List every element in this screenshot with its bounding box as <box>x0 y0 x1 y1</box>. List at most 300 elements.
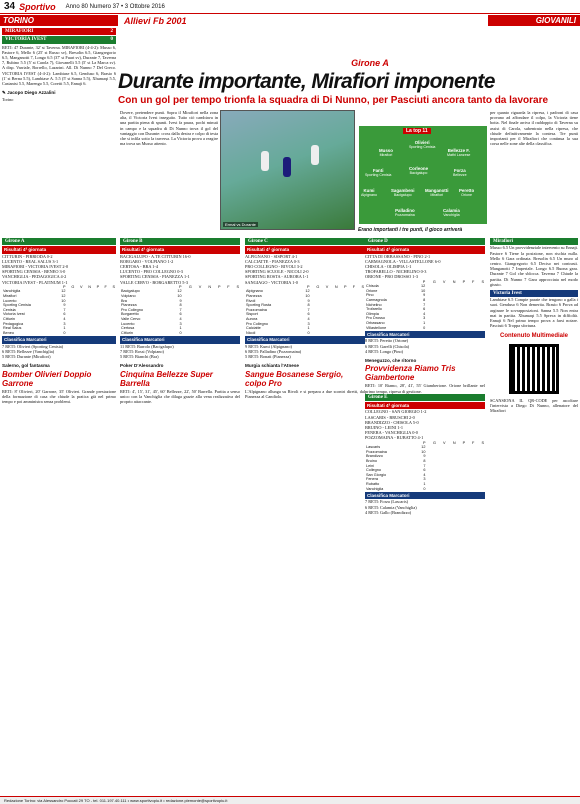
story-kicker: Meneguzzo, che ritorno <box>365 358 417 364</box>
round-header: Risultati 4ª giornata <box>365 246 485 253</box>
standings-col-head: P <box>343 284 347 289</box>
team-points: 3 <box>63 321 66 326</box>
ratings-text-home: Musso 6.5 Un provvidenziale intervento su Ennaji. Pastore 6 Tiene la posizione, non rischia nulla. Mello 6 Gara ordinata. Bresolin 6.5 Un muro al centro. Giangregorio 6.5 Deciso nei contrasti. Manganotti 7 Imperiale. Longo 6.5 Buona gara. Durante 7 Gol che sblocca. Taverna 7 Chiude la partita. Di Nunno 7 Gara approcciata nel modo giusto. <box>490 245 578 287</box>
scorer-row: 11 RETI: Barrolo (Bacigalupo) <box>120 343 174 349</box>
team-name: Aurora <box>246 316 258 321</box>
team-points: 7 <box>423 463 426 468</box>
result-row: VALLE CERVO - BORGARETTO 5-3 <box>120 279 189 285</box>
team-name: Bra <box>121 298 127 303</box>
standings-row <box>245 331 365 336</box>
result-row: COLLEGNO - SAN GIORGIO 1-2 <box>365 409 427 415</box>
result-row: SPORTING ROSTA - AURORA 1-1 <box>245 274 309 280</box>
team-points: 1 <box>423 481 426 486</box>
standings-table <box>365 441 485 492</box>
story-text: L'Alpignano allunga su Rivoli e si prepara a due scontri diretti, dal Pianezza al Candiolo. <box>245 388 365 399</box>
lineup-player <box>443 208 460 217</box>
team-name: Pro Collegno <box>121 307 143 312</box>
multimedia-text: SCANSIONA IL QR-CODE per ascoltare l'intervista a Diego Di Nunno, allenatore del Mirafiori <box>490 397 578 414</box>
scorer-row: 7 RETI: Rossi (Volpiano) <box>120 348 164 354</box>
scorer-row: 4 RETI: Gallo (Brandizzo) <box>365 509 412 515</box>
team-points: 12 <box>177 289 182 294</box>
player-club: Bacigalupo <box>409 171 428 175</box>
round-header: Risultati 4ª giornata <box>120 246 240 253</box>
scorers-header: Classifica Marcatori <box>2 336 116 343</box>
author-label: Jacopo Diego Azzalini <box>7 90 56 96</box>
player-club: Alpignano <box>361 193 377 197</box>
standings-col-head: P <box>218 284 221 289</box>
girone-title: Girone E <box>365 394 485 401</box>
team-name: Pino <box>366 293 374 298</box>
team-points: 8 <box>423 297 426 302</box>
team-name: Nicoli <box>246 330 256 335</box>
lineup-player <box>361 188 377 197</box>
player-figure <box>283 157 291 177</box>
page-footer: Redazione Torino: via Alessandro Poccati 29 TO - tel. 011.197.40.111 • www.sportivopiu.it • redazione.piemonte@sportivopiu.it <box>0 796 580 804</box>
standings-row <box>2 331 116 336</box>
team-points: 1 <box>63 326 66 331</box>
scorer-row: 4 RETI: Longo (Pino) <box>365 348 404 354</box>
result-row: CITTA DI ORBASSANO - PINO 2-1 <box>365 253 431 259</box>
result-row: SPORTING CENISIA - BENEO 3-0 <box>2 269 66 275</box>
team-points: 6 <box>423 307 426 312</box>
team-name: Bacigalupo <box>121 289 140 294</box>
team-name: Real Salus <box>3 326 22 331</box>
team-name: Collegno <box>366 468 381 473</box>
standings-col-head: V <box>325 284 329 289</box>
team-points: 12 <box>421 284 426 289</box>
team-name: Vanchiglia <box>3 289 21 294</box>
player-name: Corleone <box>409 166 429 171</box>
team-name: Rivoli <box>246 298 256 303</box>
standings-table <box>2 285 116 336</box>
player-club: Mirafiori <box>379 153 393 157</box>
ratings-head-home: Mirafiori <box>490 238 578 245</box>
player-club: Bellezze <box>453 173 467 177</box>
player-club: Sporting Cenisia <box>365 173 392 177</box>
scorer-row: 8 RETI: Peretto (Orione) <box>365 338 409 344</box>
team-points: 12 <box>61 289 66 294</box>
team-points: 3 <box>423 477 426 482</box>
team-points: 0 <box>179 330 182 335</box>
section-band-mid: Allievi Fb 2001 <box>118 15 358 26</box>
scorer-row: 6 RETI: Garelli (Chisola) <box>365 343 410 349</box>
team-points: 3 <box>307 321 310 326</box>
team-name: Lascaris <box>366 445 381 450</box>
team-points: 0 <box>423 325 426 330</box>
scorers-header: Classifica Marcatori <box>365 331 485 338</box>
article-title: Durante importante, Mirafiori imponente <box>118 70 495 93</box>
player-name: Palladino <box>395 208 415 213</box>
standings-col-head: N <box>452 279 456 284</box>
story-kicker: Salerno, gol fantasma <box>2 363 50 369</box>
team-points: 10 <box>305 294 310 298</box>
team-name: Pozzomaina <box>246 307 267 312</box>
team-points: 10 <box>61 298 66 303</box>
story-title: Provvidenza Riamo Tris Giambertone <box>365 364 456 383</box>
scorer-row: 6 RETI: Bellezze (Vanchiglia) <box>2 348 55 354</box>
lineup-player <box>379 148 393 157</box>
standings-col-head: S <box>112 284 115 289</box>
standings-col-head: S <box>236 284 239 289</box>
standings-col-head: P <box>62 284 66 289</box>
lineup-player <box>425 188 448 197</box>
photo-caption: Ermal vs Durante <box>225 222 256 227</box>
team-points: 12 <box>61 294 66 298</box>
player-club: Bacigalupo <box>393 193 412 197</box>
article-kicker: Girone A <box>351 58 389 68</box>
team-name: Citturin <box>3 316 16 321</box>
player-name: Sagambeni <box>391 188 415 193</box>
scorers-header: Classifica Marcatori <box>245 336 365 343</box>
away-goals: 0 <box>110 37 113 43</box>
standings-table <box>120 285 240 336</box>
player-club: Pozzomaina <box>395 213 415 217</box>
team-points: 7 <box>179 307 182 312</box>
result-row: LUCENTO - REAL SALUS 3-1 <box>2 258 59 264</box>
girone-column <box>2 238 116 794</box>
scorers-header: Classifica Marcatori <box>365 492 485 499</box>
player-name: Manganotti <box>425 188 449 193</box>
result-row: LASCARIS - BRUSCHI 2-0 <box>365 414 415 420</box>
team-name: Calciatte <box>246 326 261 331</box>
standings-col-head: G <box>432 279 436 284</box>
scorer-row: 7 RETI: Forza (Lascaris) <box>365 499 409 505</box>
team-name: Fenera <box>366 477 379 482</box>
result-row: TROFARELLO - NICHELINO 0-3 <box>365 269 427 275</box>
team-name: Chisola <box>366 284 379 289</box>
standings-col-head: P <box>462 440 466 445</box>
standings-table <box>365 280 485 331</box>
article-body-mid-text: Dovere, pretendere punti. Sopra il Mirafiori nella zona alta, il Victoria Ivest inseguito. Tutto ciò cambiava in una partita piena di spunti. Ivest fa paura, pochi minuti in campo e la squadra di Di Nunno trova il gol del vantaggio con Durante: cross dalla destra e colpo di testa che si infila sotto la traversa. La Victoria prova a reagire ma trova un Musso attento. <box>120 110 218 147</box>
girone-title: Girone B <box>120 238 240 245</box>
standings-col-head: V <box>198 284 202 289</box>
team-name: Nichelino <box>366 302 382 307</box>
team-points: 8 <box>179 303 182 308</box>
team-name: Villastellone <box>366 325 387 330</box>
player-ratings-panel <box>490 238 578 794</box>
lineup-player <box>447 148 470 157</box>
team-points: 4 <box>307 316 310 321</box>
result-row: BACIGALUPO - A.TE CITTURIN 16-0 <box>120 253 191 259</box>
team-points: 4 <box>423 472 426 477</box>
team-name: Cenisia <box>3 307 16 312</box>
scorer-row: 5 RETI: Bianchi (Bra) <box>120 354 159 360</box>
scorer-row: 6 RETI: Palladino (Pozzomaina) <box>245 348 302 354</box>
team-name: Orione <box>366 288 378 293</box>
standings-col-head: F <box>472 440 475 445</box>
team-name: Mirafiori <box>3 294 17 298</box>
standings-col-head: N <box>452 440 456 445</box>
team-name: Pro Collegno <box>246 321 268 326</box>
author-city: Torino <box>2 96 14 102</box>
result-row: BRANDIZZO - CHISOLA 5-0 <box>365 419 419 425</box>
standings-col-head: P <box>422 279 426 284</box>
team-points: 8 <box>307 303 310 308</box>
team-points: 4 <box>63 316 66 321</box>
team-name: Trofarello <box>366 307 382 312</box>
team-name: Beneo <box>3 330 14 335</box>
section-band-right: GIOVANILI <box>488 15 580 26</box>
standings-col-head: F <box>471 279 475 284</box>
team-name: Alpignano <box>246 289 263 294</box>
team-name: Pedagogica <box>3 321 24 326</box>
team-name: Sisport <box>246 312 258 317</box>
scorers-header: Classifica Marcatori <box>120 336 240 343</box>
scorer-row: 6 RETI: Calamia (Vanchiglia) <box>365 504 417 510</box>
team-name: Lucento <box>121 321 135 326</box>
team-name: Citturin <box>121 330 134 335</box>
standings-row <box>365 326 485 331</box>
scorer-row: 7 RETI: Olivieri (Sporting Cenisia) <box>2 343 64 349</box>
team-points: 1 <box>307 326 310 331</box>
standings-col-head: P <box>307 284 310 289</box>
lineup-player <box>409 140 435 149</box>
result-row: BORGARO - VOLPIANO 1-2 <box>120 258 174 264</box>
team-name: Sporting Rosta <box>246 303 272 308</box>
team-points: 10 <box>421 449 426 454</box>
standings-col-head: P <box>179 284 182 289</box>
result-row: CERTOSA - BRA 1-4 <box>120 264 158 269</box>
scorer-row: 9 RETI: Kumi (Alpignano) <box>245 343 292 349</box>
standings-col-head: N <box>88 284 91 289</box>
team-name: Olimpia <box>366 311 379 316</box>
result-row: LUCENTO - PRO COLLEGNO 0-3 <box>120 269 183 275</box>
team-name: Pro Drosso <box>366 316 385 321</box>
home-team: MIRAFIORI <box>5 29 34 34</box>
team-points: 7 <box>423 302 426 307</box>
lineup-title: La top 11 <box>403 128 431 134</box>
lineup-player <box>395 208 415 217</box>
story-text: RETI: 10' Riamo, 28', 41', 55' Giambertone. Orione brillante nel primo tempo, ripresa di gestione. <box>365 383 485 394</box>
player-name: Peretto <box>459 188 475 193</box>
team-name: Lucento <box>3 298 17 303</box>
result-row: FENERA - VANCHIGLIA 0-0 <box>365 430 418 436</box>
result-row: SANGIAGO - VICTORIA 1-0 <box>245 279 298 285</box>
team-points: 4 <box>423 311 426 316</box>
result-row: ORIONE - PRO DROSSO 1-3 <box>365 274 418 280</box>
match-photo <box>220 110 355 230</box>
standings-col-head: S <box>361 284 364 289</box>
standings-col-head: S <box>481 440 484 445</box>
result-row: PRO COLLEGNO - RIVOLI 3-2 <box>245 264 303 269</box>
player-club: Mirafiori <box>430 193 444 197</box>
story-text: RETI: 4', 15', 31', 45', 60' Bellezze, 22', 50' Barrella. Partita a senso unico con la Vanchiglia che dilaga grazie alla vena realizzativa del proprio attaccante. <box>120 388 240 404</box>
result-row: POZZOMAINA - RUBATTO 4-1 <box>365 435 424 441</box>
standings-col-head: F <box>104 284 107 289</box>
author-name: ✎ Jacopo Diego Azzalini <box>2 90 56 96</box>
girone-title: Girone C <box>245 238 365 245</box>
team-points: 8 <box>423 458 426 463</box>
team-points: 7 <box>307 307 310 312</box>
team-name: Pianezza <box>246 294 262 298</box>
team-points: 10 <box>177 294 182 298</box>
standings-col-head: F <box>227 284 230 289</box>
player-figure <box>311 145 319 165</box>
player-figure <box>261 151 269 171</box>
story-text: RETI: 8' Olivieri, 20' Garrone, 35' Olivieri. Grande prestazione della formazione di casa che chiude la pratica già nel primo tempo e poi amministra senza problemi. <box>2 388 116 404</box>
issue-info: Anno 80 Numero 37 • 3 Ottobre 2016 <box>65 3 165 10</box>
page-number: 34 <box>4 1 16 12</box>
standings-col-head: V <box>79 284 83 289</box>
result-row: SPORTING CENISIA - PIANEZZA 1-1 <box>120 274 190 280</box>
team-points: 0 <box>423 486 426 491</box>
standings-row <box>365 487 485 492</box>
team-points: 6 <box>307 312 310 317</box>
team-name: Certosa <box>121 326 135 331</box>
match-report-column <box>2 28 116 236</box>
round-header: Risultati 4ª giornata <box>245 246 365 253</box>
lineup-player <box>409 166 428 175</box>
result-row: CARMAGNOLA - VILLASTELLONE 6-0 <box>365 258 441 264</box>
girone-title: Girone D <box>365 238 485 245</box>
team-points: 10 <box>421 288 426 293</box>
result-row: SPORTING SCUOLE - NICOLI 2-0 <box>245 269 309 275</box>
player-club: Mathi Lanzese <box>447 153 471 157</box>
standings-col-head: G <box>71 284 75 289</box>
player-name: Calamia <box>443 208 460 213</box>
home-goals: 2 <box>110 29 113 34</box>
team-name: Victoria Ivest <box>3 312 25 317</box>
player-name: Olivieri <box>414 140 430 145</box>
standings-col-head: G <box>433 440 436 445</box>
newspaper-logo: Sportivo <box>19 1 56 12</box>
round-header: Risultati 4ª giornata <box>365 402 485 409</box>
article-body-right-text: per quanto riguarda la ripresa, i padroni di casa provano ad affondare il colpo, la Victoria tiene botta. Nel finale arriva il raddoppio di Taverna su assist di Carola, subentrato nella ripresa, che chiude definitivamente la contesa. Tre punti importanti per il Mirafiori che continua la sua corsa nelle zone alte della classifica. <box>490 110 578 147</box>
article-body-mid <box>120 110 218 235</box>
story-kicker: Poker D'Alessandro <box>120 363 164 369</box>
team-points: 3 <box>179 321 182 326</box>
standings-row <box>120 331 240 336</box>
result-row: CHISOLA - OLIMPIA 1-1 <box>365 264 412 269</box>
pull-quote: Erano importanti i tre punti, il gioco arriverà <box>358 227 463 233</box>
story-title: Bomber Olivieri Doppio Garrone <box>2 369 92 388</box>
result-row: BRUINO - LEINI 1-1 <box>365 424 404 430</box>
team-points: 9 <box>63 303 66 308</box>
standings-col-head: V <box>443 440 446 445</box>
lineup-player <box>459 188 474 197</box>
article-body-right <box>490 110 578 234</box>
result-row: CALCIATTE - PIANEZZA 0-3 <box>245 258 300 264</box>
team-name: Brandizzo <box>366 454 383 459</box>
team-name: Carmagnola <box>366 297 387 302</box>
player-name: Fanti <box>372 168 384 173</box>
team-points: 6 <box>179 312 182 317</box>
standings-col-head: P <box>96 284 100 289</box>
away-team: VICTORIA IVEST <box>5 37 47 43</box>
team-points: 4 <box>179 316 182 321</box>
player-name: Kumi <box>363 188 375 193</box>
standings-col-head: P <box>462 279 466 284</box>
lineup-player <box>391 188 414 197</box>
team-name: Vanchiglia <box>366 486 384 491</box>
team-points: 9 <box>423 293 426 298</box>
player-name: Bellezze F. <box>447 148 470 153</box>
standings-col-head: G <box>316 284 320 289</box>
team-points: 0 <box>63 330 66 335</box>
standings-row <box>365 321 485 326</box>
player-club: Vanchiglia <box>443 213 460 217</box>
lineup-player <box>365 168 391 177</box>
score-row-away <box>2 36 116 43</box>
team-name: Borgaretto <box>121 312 139 317</box>
lineups-text: RETI: 47 Durante, 32' st Taverna. MIRAFIORI (4-4-2): Musso 6, Pastore 6, Mello 6 (25' st Russo sv), Bresolin 6.5, Giangregorio 6.5, Manganotti 7, Longo 6.5 (37' st Fuari sv), Durante 7, Taverna 7, Rubino 5.5 (5' st Carola 7), Giovanelli 5.5 (5' st La Marca sv). A disp. Varriale, Borrello, Lazarini. All. Di Nunno 7 Del Greco. VICTORIA IVEST (4-4-2): Lambiase 6.5, Genduso 6, Brasio 6 (1' st Berna 5.5), Lambiase A. 5.5 (5' st Sanna 5.5), Xhumaqi 5.5, Castanisi 5.5, Marengo 5.5, Coretti 5.5, Ennaji 6. <box>2 44 116 87</box>
result-row: CITTURIN - PIRRIODA 0-2 <box>2 253 53 259</box>
result-row: ALPIGNANO - SISPORT 4-1 <box>245 253 298 259</box>
score-row-home <box>2 28 116 35</box>
girone-column <box>245 238 365 794</box>
team-points: 12 <box>421 445 426 450</box>
team-points: 9 <box>307 298 310 303</box>
team-name: Orbassano <box>366 320 385 325</box>
team-name: Volpiano <box>121 294 136 298</box>
team-points: 7 <box>63 307 66 312</box>
team-name: Leini <box>366 463 375 468</box>
qr-code-icon[interactable] <box>509 344 559 394</box>
team-points: 6 <box>423 468 426 473</box>
team-points: 1 <box>423 320 426 325</box>
player-name: Musso <box>379 148 393 153</box>
result-row: VICTORIA IVEST - PLATINUM 1-1 <box>2 279 68 285</box>
standings-col-head: N <box>334 284 338 289</box>
player-name: Forza <box>453 168 466 173</box>
section-band-left: TORINO <box>0 15 118 26</box>
team-points: 9 <box>423 454 426 459</box>
ratings-text-away: Lambiase 6.5 Compie parate che tengono a galla i suoi. Genduso 6 Non demerita. Brasio 6 Prova ad arginare le sovrapposizioni. Sanna 5.5 Non entra mai in partita. Xhumaqi 5.5 Spreca in diffioltà. Ennaji 6 Nel primo tempo prova a farsi notare. Pasciuti 6 Troppa sfortuna. <box>490 297 578 329</box>
standings-col-head: G <box>188 284 192 289</box>
result-row: VANCHIGLIA - PEDAGOGICA 4-2 <box>2 274 67 280</box>
team-name: Pianezza <box>121 303 137 308</box>
page-header <box>0 0 580 14</box>
round-header: Risultati 4ª giornata <box>2 246 116 253</box>
team-points: 12 <box>305 289 310 294</box>
team-name: San Giorgio <box>366 472 387 477</box>
team-points: 0 <box>307 330 310 335</box>
scorer-row: 5 RETI: Bonati (Pianezza) <box>245 354 291 360</box>
story-title: Cinquina Bellezze Super Barrella <box>120 369 213 388</box>
standings-col-head: F <box>352 284 356 289</box>
standings-col-head: V <box>442 279 446 284</box>
team-name: Bruino <box>366 458 377 463</box>
lineup-player <box>453 168 467 177</box>
standings-table <box>245 285 365 336</box>
girone-title: Girone A <box>2 238 116 245</box>
team-name: Valle Cervo <box>121 316 141 321</box>
result-row: MIRAFIORI - VICTORIA IVEST 2-0 <box>2 264 69 269</box>
player-club: Sporting Cenisia <box>409 145 436 149</box>
team-points: 6 <box>63 312 66 317</box>
standings-col-head: N <box>208 284 212 289</box>
story-kicker: Murgia schianta l'Atnese <box>245 363 299 369</box>
standings-row <box>120 317 240 322</box>
team-name: Pozzomaina <box>366 449 387 454</box>
girone-column <box>120 238 240 794</box>
article-subtitle: Con un gol per tempo trionfa la squadra di Di Nunno, per Pasciuti ancora tanto da lavorare <box>118 95 549 106</box>
girone-column <box>365 238 485 794</box>
team-points: 1 <box>179 326 182 331</box>
top-eleven-pitch <box>358 125 488 225</box>
story-title: Sangue Bosanese Sergio, colpo Pro <box>245 369 344 388</box>
team-points: 3 <box>423 316 426 321</box>
standings-row <box>365 298 485 303</box>
team-name: Sporting Cenisia <box>3 303 31 308</box>
team-points: 9 <box>179 298 182 303</box>
team-name: Rubatto <box>366 481 380 486</box>
multimedia-head: Contenuto Multimediale <box>500 333 568 340</box>
standings-col-head: P <box>422 440 426 445</box>
scorer-row: 5 RETI: Durante (Mirafiori) <box>2 354 51 360</box>
standings-col-head: S <box>481 279 484 284</box>
player-club: Orione <box>461 193 472 197</box>
